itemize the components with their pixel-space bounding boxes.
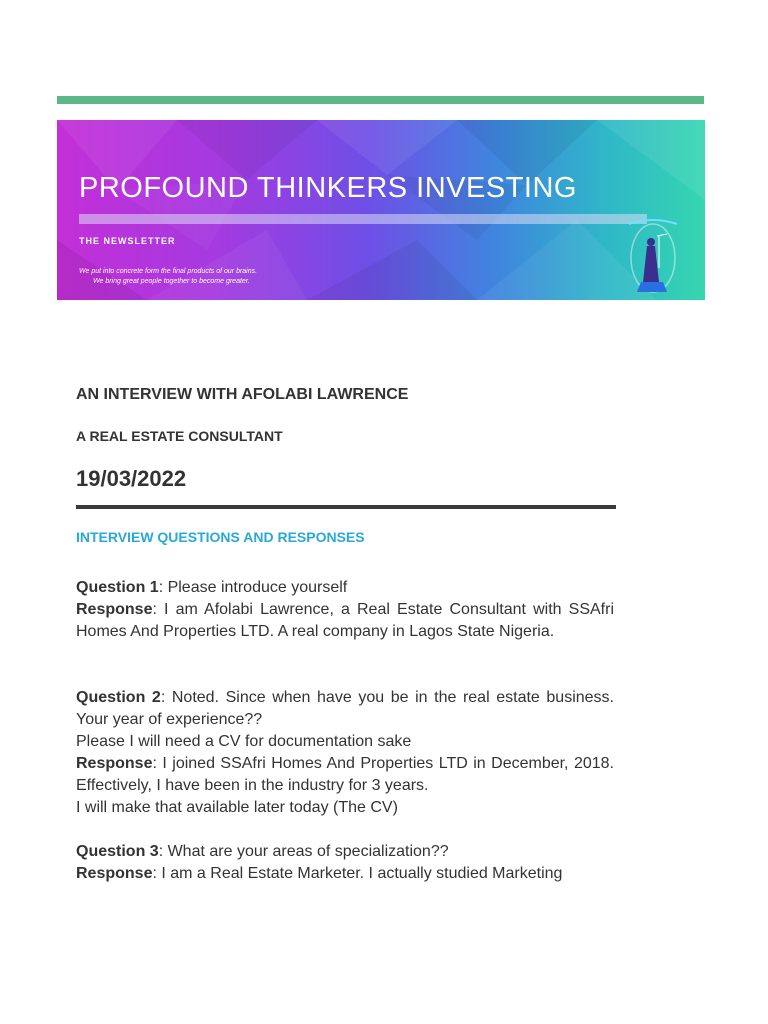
question-extra: Please I will need a CV for documentation sake bbox=[76, 733, 412, 750]
question-line bbox=[76, 577, 614, 599]
newsletter-banner bbox=[57, 120, 705, 300]
lady-justice-logo-icon bbox=[623, 212, 683, 296]
question-text: : Noted. Since when have you be in the real estate business. Your year of experience?? bbox=[76, 689, 614, 728]
response-line bbox=[76, 753, 614, 797]
banner-stripe bbox=[79, 214, 647, 224]
question-line bbox=[76, 841, 614, 863]
question-text: : What are your areas of specialization?? bbox=[158, 843, 449, 860]
response-label: Response bbox=[76, 755, 153, 772]
top-accent-bar bbox=[57, 96, 704, 104]
response-text: : I joined SSAfri Homes And Properties LTD in December, 2018. Effectively, I have been in the industry for 3 years. bbox=[76, 755, 614, 794]
response-label: Response bbox=[76, 601, 153, 618]
question-label: Question 2 bbox=[76, 689, 161, 706]
response-text: : I am Afolabi Lawrence, a Real Estate Consultant with SSAfri Homes And Properties LTD. A real company in Lagos State Nigeria. bbox=[76, 601, 614, 640]
interview-date: 19/03/2022 bbox=[76, 466, 187, 491]
banner-tagline-2: We bring great people together to become greater. bbox=[93, 278, 250, 285]
question-line bbox=[76, 687, 614, 731]
banner-title: PROFOUND THINKERS INVESTING bbox=[79, 172, 577, 204]
question-label: Question 3 bbox=[76, 843, 159, 860]
response-label: Response bbox=[76, 865, 153, 882]
interview-heading: AN INTERVIEW WITH AFOLABI LAWRENCE bbox=[76, 386, 409, 403]
response-text: : I am a Real Estate Marketer. I actually studied Marketing bbox=[152, 865, 563, 882]
question-label: Question 1 bbox=[76, 579, 159, 596]
banner-subtitle: THE NEWSLETTER bbox=[79, 236, 176, 246]
heading-divider bbox=[76, 505, 616, 509]
response-line bbox=[76, 863, 614, 885]
response-extra: I will make that available later today (The CV) bbox=[76, 799, 398, 816]
section-title: INTERVIEW QUESTIONS AND RESPONSES bbox=[76, 529, 365, 545]
interviewee-role: A REAL ESTATE CONSULTANT bbox=[76, 428, 283, 444]
banner-tagline-1: We put into concrete form the final products of our brains. bbox=[79, 268, 258, 275]
qa-block-1 bbox=[76, 577, 614, 643]
qa-block-2 bbox=[76, 687, 614, 819]
question-text: : Please introduce yourself bbox=[158, 579, 348, 596]
qa-block-3 bbox=[76, 841, 614, 885]
response-line bbox=[76, 599, 614, 643]
